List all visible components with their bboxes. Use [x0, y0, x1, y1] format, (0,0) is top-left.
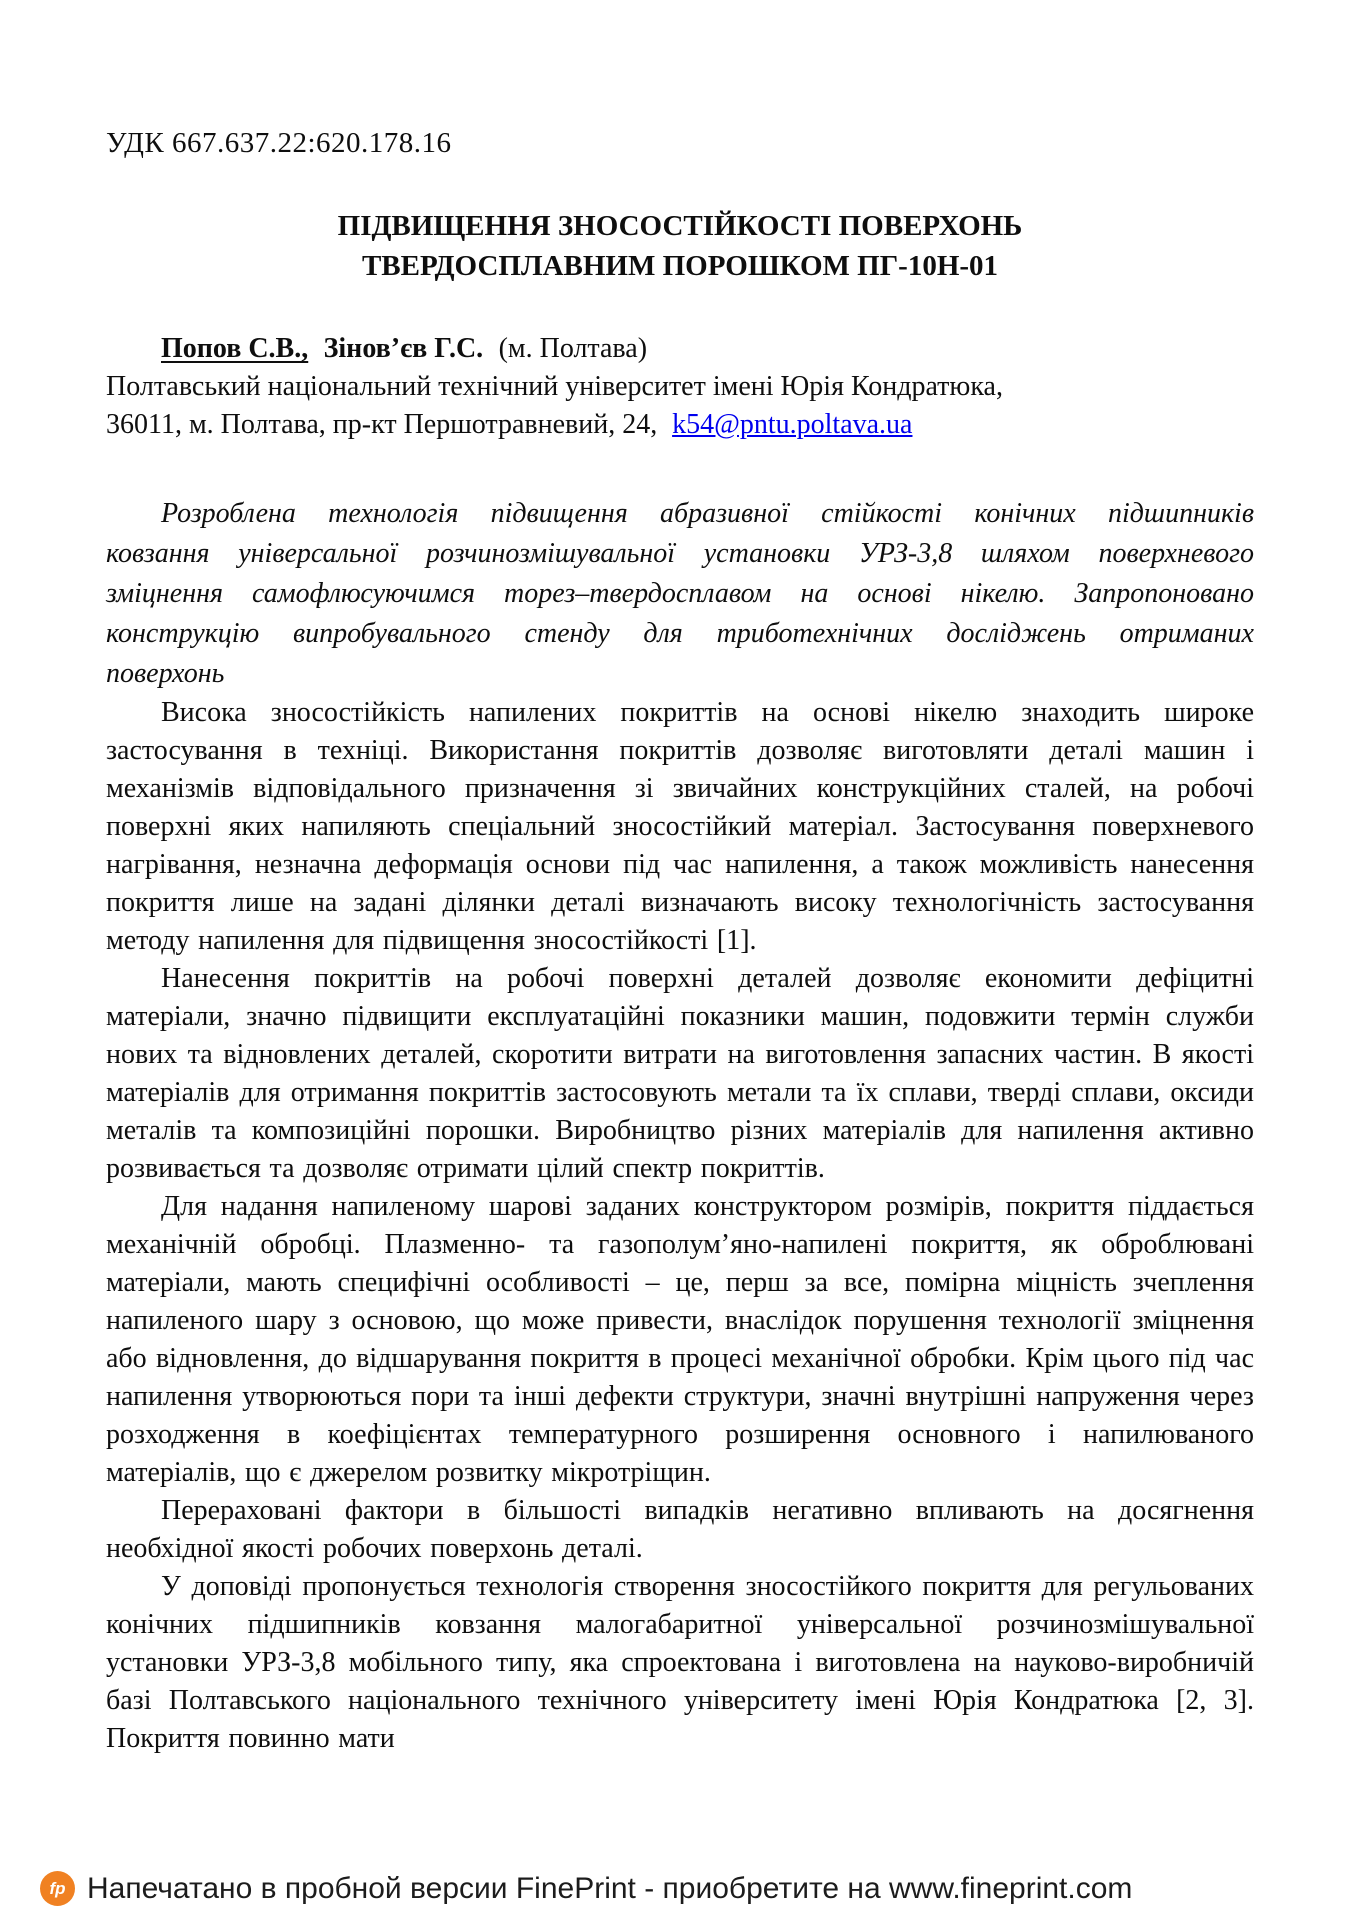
body-paragraph: У доповіді пропонується технологія створення зносостійкого покриття для регульованих конічних підшипників ковзання малогабаритної універсальної розчинозмішувальної установки УРЗ-3,8 мобільного типу, яка спроектована і виготовлена на науково-виробничій базі Полтавського національного технічного університету імені Юрія Кондратюка [2, 3]. Покриття повинно мати: [106, 1571, 1254, 1754]
fineprint-footer-text: Напечатано в пробной версии FinePrint - приобретите на www.fineprint.com: [87, 1871, 1133, 1905]
authors-line: [106, 330, 1254, 368]
article-content: [106, 126, 1254, 1758]
udk-line: УДК 667.637.22:620.178.16: [106, 127, 452, 159]
body-paragraph: Перераховані фактори в більшості випадків негативно впливають на досягнення необхідної якості робочих поверхонь деталі.: [106, 1495, 1254, 1564]
body-paragraph: Висока зносостійкість напилених покриттів на основі нікелю знаходить широке застосування в техніці. Використання покриттів дозволяє виготовляти деталі машин і механізмів відповідального призначення зі звичайних конструкційних сталей, на робочі поверхні яких напиляють спеціальний зносостійкий матеріал. Застосування поверхневого нагрівання, незначна деформація основи під час напилення, а також можливість нанесення покриття лише на задані ділянки деталі визначають високу технологічність застосування методу напилення для підвищення зносостійкості [1].: [106, 697, 1254, 956]
body-paragraph: Для надання напиленому шарові заданих конструктором розмірів, покриття піддається механічній обробці. Плазменно- та газополум’яно-напилені покриття, як оброблювані матеріали, мають специфічні особливості – це, перш за все, помірна міцність зчеплення напиленого шару з основою, що може привести, внаслідок порушення технології зміцнення або відновлення, до відшарування покриття в процесі механічної обробки. Крім цього під час напилення утворюються пори та інші дефекти структури, значні внутрішні напруження через розходження в коефіцієнтах температурного розширення основного і напилюваного матеріалів, що є джерелом розвитку мікротріщин.: [106, 1191, 1254, 1488]
article-title-line1: ПІДВИЩЕННЯ ЗНОСОСТІЙКОСТІ ПОВЕРХОНЬ: [337, 210, 1023, 242]
fineprint-footer: [40, 1871, 1132, 1906]
address-text: 36011, м. Полтава, пр-кт Першотравневий, 24,: [106, 409, 658, 440]
abstract-paragraph: Розроблена технологія підвищення абразивної стійкості конічних підшипників ковзання універсальної розчинозмішувальної установки УРЗ-3,8 шляхом поверхневого зміцнення самофлюсуючимся торез–твердосплавом на основі нікелю. Запропоновано конструкцію випробувального стенду для триботехнічних досліджень отриманих поверхонь: [106, 498, 1254, 689]
email-link[interactable]: k54@pntu.poltava.ua: [672, 409, 913, 440]
author-name-secondary: Зінов’єв Г.С.: [323, 333, 484, 364]
article-title-line2: ТВЕРДОСПЛАВНИМ ПОРОШКОМ ПГ-10Н-01: [361, 250, 999, 282]
affiliation-line: Полтавський національний технічний університет імені Юрія Кондратюка,: [106, 371, 1003, 402]
body-paragraph: Нанесення покриттів на робочі поверхні деталей дозволяє економити дефіцитні матеріали, значно підвищити експлуатаційні показники машин, подовжити термін служби нових та відновлених деталей, скоротити витрати на виготовлення запасних частин. В якості матеріалів для отримання покриттів застосовують метали та їх сплави, тверді сплави, оксиди металів та композиційні порошки. Виробництво різних матеріалів для напилення активно розвивається та дозволяє отримати цілий спектр покриттів.: [106, 963, 1254, 1184]
authors-location: (м. Полтава): [498, 333, 648, 364]
fineprint-logo-icon: fp: [40, 1871, 75, 1906]
author-name-primary: Попов С.В.,: [161, 333, 309, 364]
article-title: [106, 206, 1254, 286]
address-line: [106, 406, 1254, 444]
